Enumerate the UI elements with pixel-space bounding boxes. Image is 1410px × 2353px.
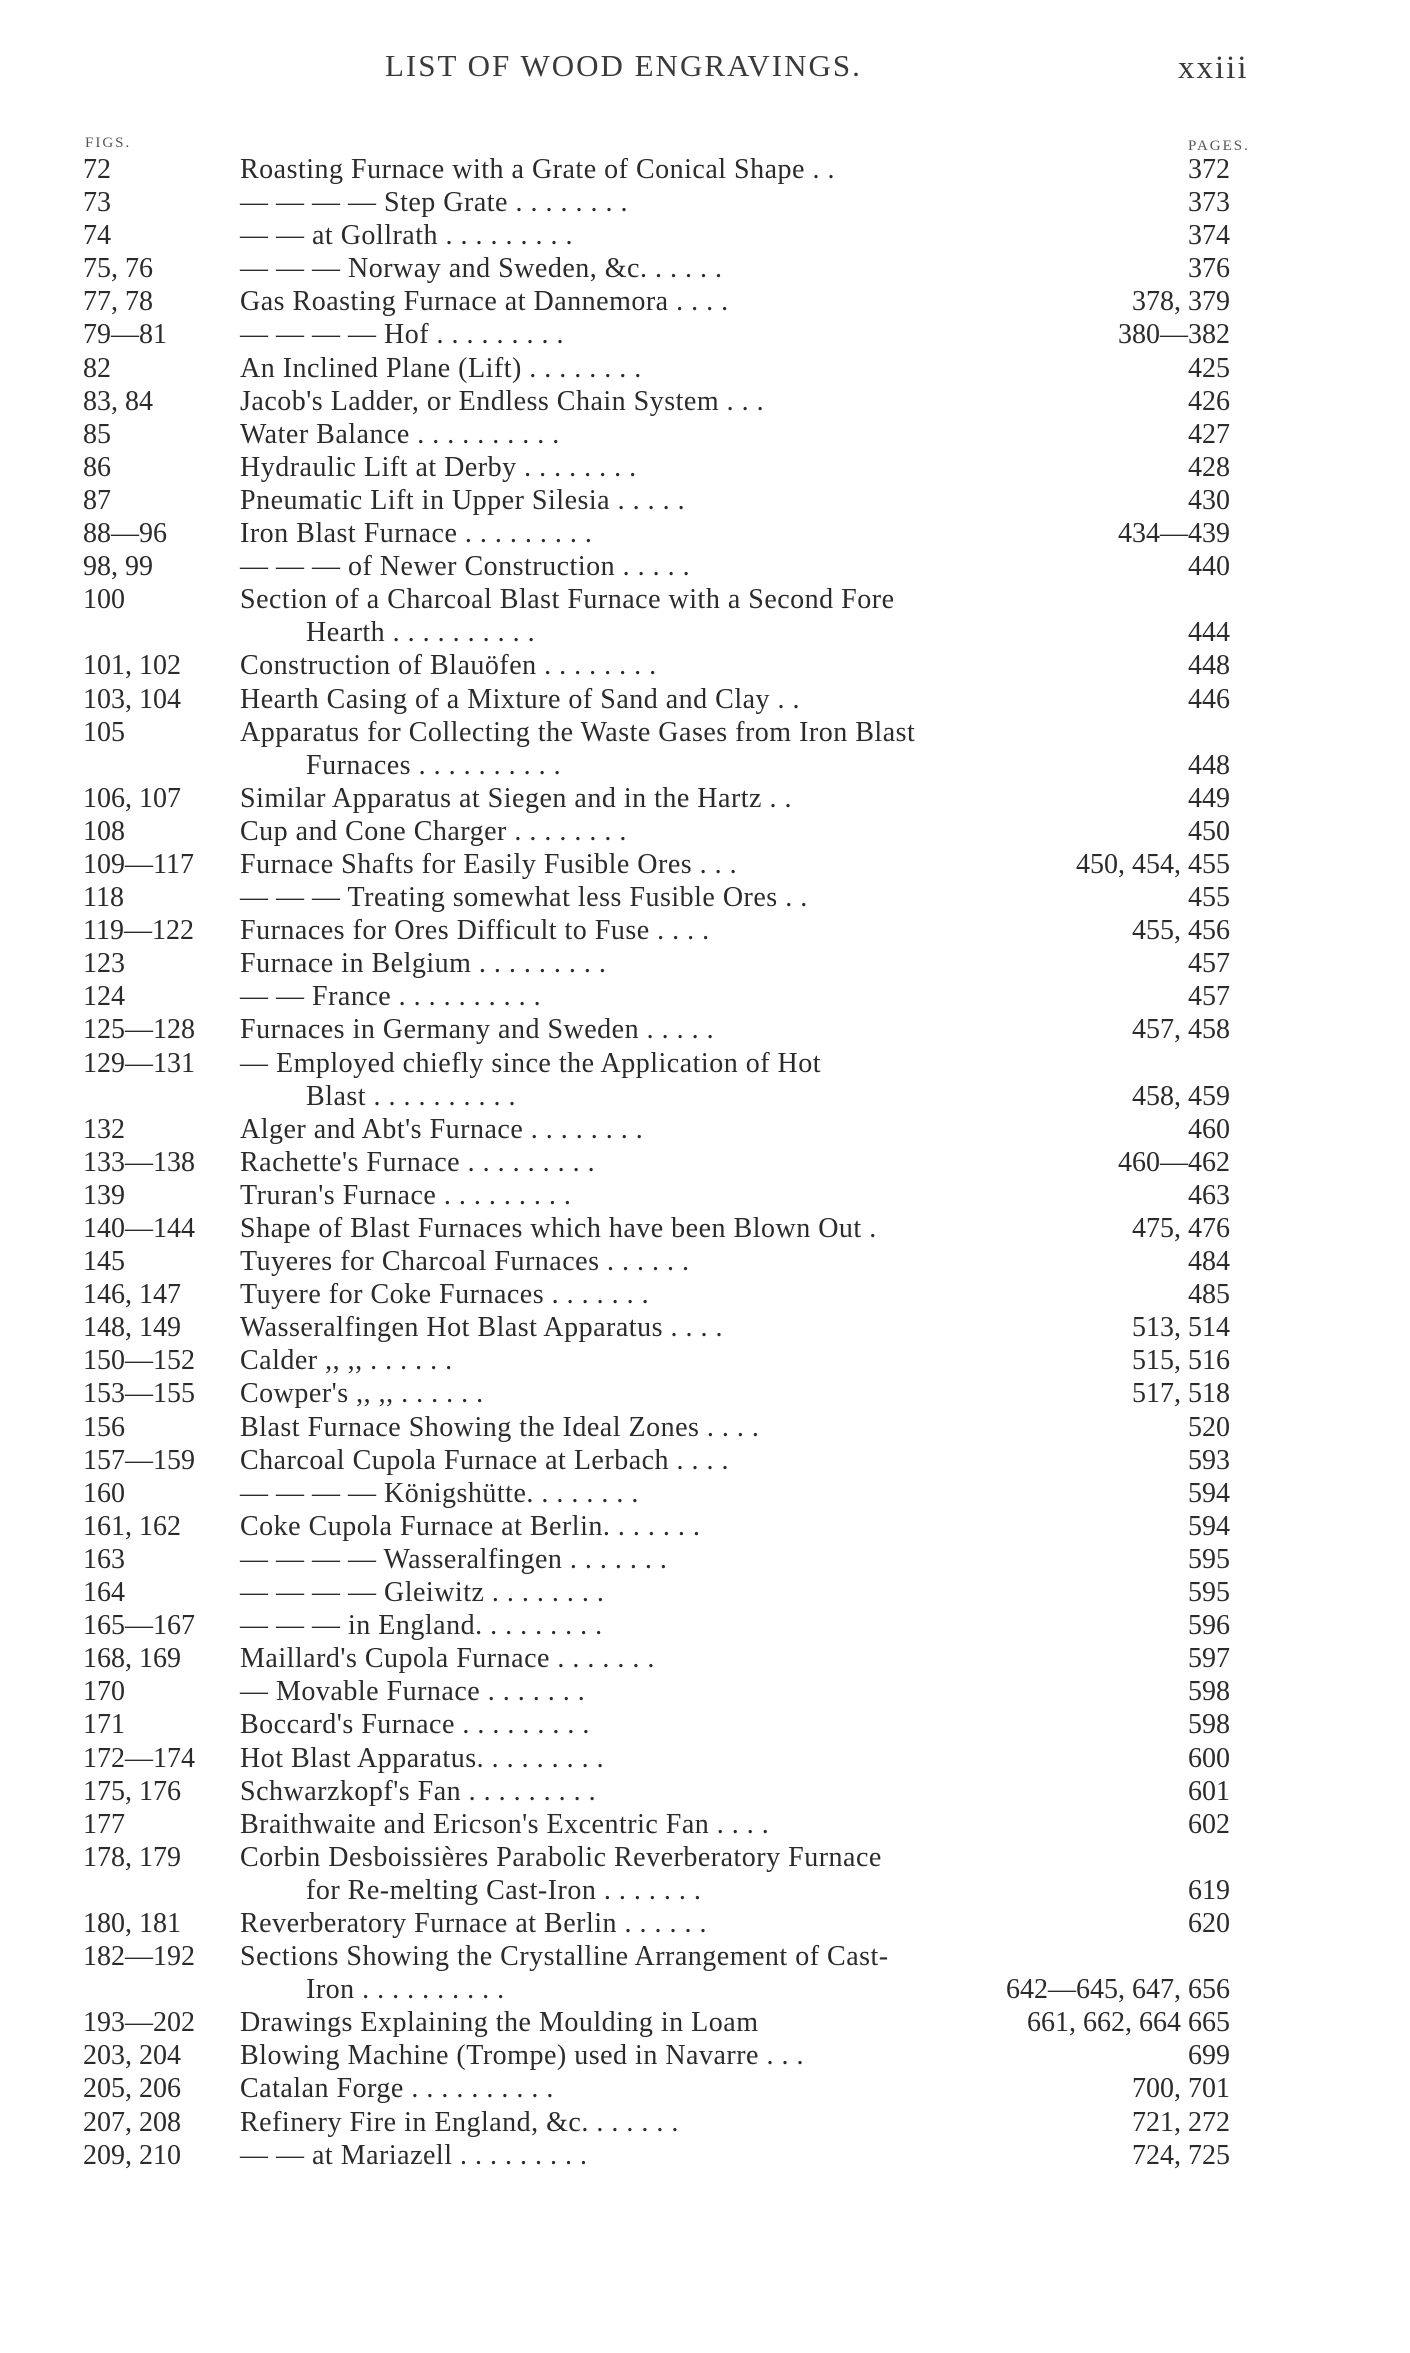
engraving-title: — — — — Hof . . . . . . . . . xyxy=(240,319,565,351)
engraving-title: Pneumatic Lift in Upper Silesia . . . . . xyxy=(240,484,686,516)
page-reference: 484 xyxy=(1188,1246,1230,1278)
engraving-title: — — — — Step Grate . . . . . . . . xyxy=(240,187,628,219)
figure-number: 73 xyxy=(83,187,111,219)
list-item xyxy=(0,1377,1410,1410)
engraving-title: Cup and Cone Charger . . . . . . . . xyxy=(240,815,627,847)
page-reference: 372 xyxy=(1188,154,1230,185)
figure-number: 87 xyxy=(83,484,111,516)
engraving-title: Coke Cupola Furnace at Berlin. . . . . . . xyxy=(240,1510,701,1542)
page-reference: 446 xyxy=(1188,683,1230,715)
engraving-title: Furnace Shafts for Easily Fusible Ores . . . xyxy=(240,848,738,880)
list-item xyxy=(0,1080,1410,1113)
figure-number: 161, 162 xyxy=(83,1510,181,1542)
engraving-title: for Re-melting Cast-Iron . . . . . . . xyxy=(306,1874,702,1906)
page-reference: 598 xyxy=(1188,1676,1230,1708)
page-reference: 449 xyxy=(1188,782,1230,814)
page-reference: 721, 272 xyxy=(1132,2106,1230,2138)
engraving-title: — Movable Furnace . . . . . . . xyxy=(240,1676,586,1708)
page-reference: 600 xyxy=(1188,1742,1230,1774)
engraving-title: Rachette's Furnace . . . . . . . . . xyxy=(240,1146,596,1178)
engraving-title: — — France . . . . . . . . . . xyxy=(240,981,542,1013)
list-item xyxy=(0,2139,1410,2172)
engraving-title: — — — in England. . . . . . . . . xyxy=(240,1610,603,1642)
figure-number: 79—81 xyxy=(83,319,167,351)
list-item xyxy=(0,1510,1410,1543)
page-reference: 661, 662, 664 665 xyxy=(1027,2007,1230,2039)
list-item xyxy=(0,517,1410,550)
engraving-title: — — — — Gleiwitz . . . . . . . . xyxy=(240,1577,605,1609)
page-reference: 642—645, 647, 656 xyxy=(1006,1974,1230,2006)
list-item xyxy=(0,484,1410,517)
page-reference: 448 xyxy=(1188,650,1230,682)
engraving-title: Catalan Forge . . . . . . . . . . xyxy=(240,2073,554,2105)
page-reference: 700, 701 xyxy=(1132,2073,1230,2105)
engraving-title: Hydraulic Lift at Derby . . . . . . . . xyxy=(240,451,637,483)
list-item xyxy=(0,683,1410,716)
page-reference: 427 xyxy=(1188,418,1230,450)
list-item xyxy=(0,616,1410,649)
page-reference: 517, 518 xyxy=(1132,1378,1230,1410)
engraving-title: Construction of Blauöfen . . . . . . . . xyxy=(240,650,657,682)
page-reference: 595 xyxy=(1188,1577,1230,1609)
engraving-title: Blowing Machine (Trompe) used in Navarre . . . xyxy=(240,2040,804,2072)
page-reference: 450 xyxy=(1188,815,1230,847)
page-reference: 425 xyxy=(1188,352,1230,384)
engraving-title: Furnaces for Ores Difficult to Fuse . . . . xyxy=(240,915,710,947)
list-item xyxy=(0,385,1410,418)
page-reference: 434—439 xyxy=(1118,518,1230,550)
figure-number: 101, 102 xyxy=(83,650,181,682)
list-item xyxy=(0,1675,1410,1708)
page-reference: 455, 456 xyxy=(1132,915,1230,947)
figure-number: 145 xyxy=(83,1246,125,1278)
list-item xyxy=(0,1013,1410,1046)
page-reference: 515, 516 xyxy=(1132,1345,1230,1377)
figure-number: 88—96 xyxy=(83,518,167,550)
list-item xyxy=(0,285,1410,318)
page-number: xxiii xyxy=(1178,50,1249,86)
list-item xyxy=(0,2072,1410,2105)
figure-number: 132 xyxy=(83,1113,125,1145)
list-item xyxy=(0,451,1410,484)
engraving-title: Schwarzkopf's Fan . . . . . . . . . xyxy=(240,1775,597,1807)
list-item xyxy=(0,815,1410,848)
figure-number: 157—159 xyxy=(83,1444,195,1476)
list-item xyxy=(0,1278,1410,1311)
figure-number: 83, 84 xyxy=(83,385,153,417)
engraving-title: Corbin Desboissières Parabolic Reverberatory Furnace xyxy=(240,1841,882,1873)
list-item xyxy=(0,1609,1410,1642)
page-reference: 485 xyxy=(1188,1279,1230,1311)
engraving-title: Water Balance . . . . . . . . . . xyxy=(240,418,560,450)
figure-number: 205, 206 xyxy=(83,2073,181,2105)
list-item xyxy=(0,550,1410,583)
engraving-title: Hearth Casing of a Mixture of Sand and Clay . . xyxy=(240,683,801,715)
list-item xyxy=(0,1477,1410,1510)
page-reference: 378, 379 xyxy=(1132,286,1230,318)
figure-number: 163 xyxy=(83,1543,125,1575)
list-item xyxy=(0,980,1410,1013)
engraving-title: Charcoal Cupola Furnace at Lerbach . . . . xyxy=(240,1444,730,1476)
page-reference: 460—462 xyxy=(1118,1146,1230,1178)
engraving-title: Section of a Charcoal Blast Furnace with a Second Fore xyxy=(240,584,895,616)
figure-number: 209, 210 xyxy=(83,2139,181,2171)
page-reference: 601 xyxy=(1188,1775,1230,1807)
figure-number: 160 xyxy=(83,1477,125,1509)
figure-number: 103, 104 xyxy=(83,683,181,715)
figure-number: 148, 149 xyxy=(83,1312,181,1344)
figure-number: 86 xyxy=(83,451,111,483)
list-item xyxy=(0,1808,1410,1841)
page-reference: 520 xyxy=(1188,1411,1230,1443)
figure-number: 170 xyxy=(83,1676,125,1708)
list-item xyxy=(0,1411,1410,1444)
figure-number: 177 xyxy=(83,1808,125,1840)
engraving-title: Hearth . . . . . . . . . . xyxy=(306,617,536,649)
figure-number: 140—144 xyxy=(83,1213,195,1244)
engraving-title: Furnace in Belgium . . . . . . . . . xyxy=(240,948,607,980)
page-reference: 602 xyxy=(1188,1808,1230,1840)
engravings-list xyxy=(0,153,1410,2172)
page-reference: 699 xyxy=(1188,2040,1230,2072)
page-reference: 724, 725 xyxy=(1132,2139,1230,2171)
page-reference: 373 xyxy=(1188,187,1230,219)
engraving-title: — — — — Königshütte. . . . . . . . xyxy=(240,1477,639,1509)
list-item xyxy=(0,583,1410,616)
figure-number: 105 xyxy=(83,716,125,748)
page-reference: 458, 459 xyxy=(1132,1080,1230,1112)
list-item xyxy=(0,881,1410,914)
list-item xyxy=(0,848,1410,881)
page-reference: 457 xyxy=(1188,981,1230,1013)
page-reference: 457, 458 xyxy=(1132,1014,1230,1046)
engraving-title: Furnaces in Germany and Sweden . . . . . xyxy=(240,1014,715,1046)
page-title: LIST OF WOOD ENGRAVINGS. xyxy=(385,48,862,83)
list-item xyxy=(0,1973,1410,2006)
figure-number: 74 xyxy=(83,220,111,252)
page-reference: 455 xyxy=(1188,882,1230,914)
page-reference: 513, 514 xyxy=(1132,1312,1230,1344)
page-reference: 428 xyxy=(1188,451,1230,483)
page-reference: 593 xyxy=(1188,1444,1230,1476)
list-item xyxy=(0,153,1410,186)
page-reference: 619 xyxy=(1188,1874,1230,1906)
engraving-title: — Employed chiefly since the Application of Hot xyxy=(240,1047,822,1079)
figure-number: 109—117 xyxy=(83,848,194,880)
engraving-title: Truran's Furnace . . . . . . . . . xyxy=(240,1179,572,1211)
engraving-title: An Inclined Plane (Lift) . . . . . . . . xyxy=(240,352,642,384)
list-item xyxy=(0,914,1410,947)
figure-number: 139 xyxy=(83,1179,125,1211)
figure-number: 125—128 xyxy=(83,1014,195,1046)
list-item xyxy=(0,1742,1410,1775)
figure-number: 82 xyxy=(83,352,111,384)
page-reference: 448 xyxy=(1188,749,1230,781)
list-item xyxy=(0,2106,1410,2139)
engraving-title: Drawings Explaining the Moulding in Loam xyxy=(240,2007,759,2039)
engraving-title: Maillard's Cupola Furnace . . . . . . . xyxy=(240,1643,655,1675)
engraving-title: Furnaces . . . . . . . . . . xyxy=(306,749,562,781)
list-item xyxy=(0,1212,1410,1245)
figure-number: 72 xyxy=(83,154,111,185)
page-reference: 594 xyxy=(1188,1510,1230,1542)
figure-number: 150—152 xyxy=(83,1345,195,1377)
engraving-title: Roasting Furnace with a Grate of Conical Shape . . xyxy=(240,154,835,185)
figure-number: 180, 181 xyxy=(83,1907,181,1939)
list-item xyxy=(0,186,1410,219)
engraving-title: — — at Gollrath . . . . . . . . . xyxy=(240,220,574,252)
figure-number: 168, 169 xyxy=(83,1643,181,1675)
list-item xyxy=(0,1179,1410,1212)
page-reference: 475, 476 xyxy=(1132,1213,1230,1244)
figure-number: 98, 99 xyxy=(83,551,153,583)
list-item xyxy=(0,1907,1410,1940)
page-reference: 450, 454, 455 xyxy=(1076,848,1230,880)
list-item xyxy=(0,649,1410,682)
list-item xyxy=(0,1543,1410,1576)
page-reference: 620 xyxy=(1188,1907,1230,1939)
page-reference: 380—382 xyxy=(1118,319,1230,351)
list-item xyxy=(0,352,1410,385)
list-item xyxy=(0,1344,1410,1377)
page-reference: 595 xyxy=(1188,1543,1230,1575)
figure-number: 146, 147 xyxy=(83,1279,181,1311)
engraving-title: Calder ,, ,, . . . . . . xyxy=(240,1345,453,1377)
page-reference: 430 xyxy=(1188,484,1230,516)
figure-number: 100 xyxy=(83,584,125,616)
engraving-title: — — — Treating somewhat less Fusible Ores . . xyxy=(240,882,808,914)
page-reference: 440 xyxy=(1188,551,1230,583)
engraving-title: Boccard's Furnace . . . . . . . . . xyxy=(240,1709,590,1741)
list-item xyxy=(0,252,1410,285)
figure-number: 165—167 xyxy=(83,1610,195,1642)
engraving-title: Hot Blast Apparatus. . . . . . . . . xyxy=(240,1742,605,1774)
figs-column-header: FIGS. xyxy=(85,135,132,151)
list-item xyxy=(0,418,1410,451)
list-item xyxy=(0,1642,1410,1675)
list-item xyxy=(0,318,1410,351)
engraving-title: Tuyeres for Charcoal Furnaces . . . . . . xyxy=(240,1246,690,1278)
figure-number: 193—202 xyxy=(83,2007,195,2039)
figure-number: 77, 78 xyxy=(83,286,153,318)
page-reference: 463 xyxy=(1188,1179,1230,1211)
list-item xyxy=(0,1311,1410,1344)
list-item xyxy=(0,1775,1410,1808)
engraving-title: Braithwaite and Ericson's Excentric Fan . . . . xyxy=(240,1808,770,1840)
list-item xyxy=(0,2006,1410,2039)
list-item xyxy=(0,1047,1410,1080)
figure-number: 124 xyxy=(83,981,125,1013)
figure-number: 182—192 xyxy=(83,1941,195,1973)
figure-number: 129—131 xyxy=(83,1047,195,1079)
list-item xyxy=(0,219,1410,252)
engraving-title: Alger and Abt's Furnace . . . . . . . . xyxy=(240,1113,644,1145)
list-item xyxy=(0,1444,1410,1477)
engraving-title: Blast . . . . . . . . . . xyxy=(306,1080,517,1112)
list-item xyxy=(0,716,1410,749)
page-reference: 457 xyxy=(1188,948,1230,980)
list-item xyxy=(0,1708,1410,1741)
page-reference: 598 xyxy=(1188,1709,1230,1741)
list-item xyxy=(0,1113,1410,1146)
engraving-title: Apparatus for Collecting the Waste Gases from Iron Blast xyxy=(240,716,916,748)
engraving-title: — — — Norway and Sweden, &c. . . . . . xyxy=(240,253,723,285)
engraving-title: Shape of Blast Furnaces which have been Blown Out . xyxy=(240,1213,877,1244)
figure-number: 153—155 xyxy=(83,1378,195,1410)
engraving-title: Gas Roasting Furnace at Dannemora . . . . xyxy=(240,286,729,318)
engraving-title: Jacob's Ladder, or Endless Chain System . . . xyxy=(240,385,765,417)
engraving-title: Reverberatory Furnace at Berlin . . . . . . xyxy=(240,1907,708,1939)
list-item xyxy=(0,1245,1410,1278)
engraving-title: Iron Blast Furnace . . . . . . . . . xyxy=(240,518,593,550)
page-reference: 444 xyxy=(1188,617,1230,649)
figure-number: 123 xyxy=(83,948,125,980)
list-item xyxy=(0,1874,1410,1907)
engraving-title: — — — — Wasseralfingen . . . . . . . xyxy=(240,1543,668,1575)
list-item xyxy=(0,1841,1410,1874)
engraving-title: Wasseralfingen Hot Blast Apparatus . . . . xyxy=(240,1312,723,1344)
engraving-title: Tuyere for Coke Furnaces . . . . . . . xyxy=(240,1279,650,1311)
list-item xyxy=(0,947,1410,980)
engraving-title: Iron . . . . . . . . . . xyxy=(306,1974,505,2006)
figure-number: 106, 107 xyxy=(83,782,181,814)
engraving-title: — — at Mariazell . . . . . . . . . xyxy=(240,2139,588,2171)
figure-number: 133—138 xyxy=(83,1146,195,1178)
figure-number: 75, 76 xyxy=(83,253,153,285)
figure-number: 164 xyxy=(83,1577,125,1609)
page-reference: 426 xyxy=(1188,385,1230,417)
pages-column-header: PAGES. xyxy=(1188,138,1250,154)
list-item xyxy=(0,1940,1410,1973)
figure-number: 175, 176 xyxy=(83,1775,181,1807)
list-item xyxy=(0,1146,1410,1179)
engraving-title: Cowper's ,, ,, . . . . . . xyxy=(240,1378,484,1410)
engraving-title: Blast Furnace Showing the Ideal Zones . . . . xyxy=(240,1411,760,1443)
figure-number: 85 xyxy=(83,418,111,450)
page-reference: 597 xyxy=(1188,1643,1230,1675)
engraving-title: — — — of Newer Construction . . . . . xyxy=(240,551,691,583)
list-item xyxy=(0,749,1410,782)
page-reference: 374 xyxy=(1188,220,1230,252)
figure-number: 207, 208 xyxy=(83,2106,181,2138)
page-reference: 376 xyxy=(1188,253,1230,285)
figure-number: 172—174 xyxy=(83,1742,195,1774)
list-item xyxy=(0,2039,1410,2072)
engraving-title: Refinery Fire in England, &c. . . . . . . xyxy=(240,2106,679,2138)
figure-number: 156 xyxy=(83,1411,125,1443)
page-reference: 460 xyxy=(1188,1113,1230,1145)
list-item xyxy=(0,1576,1410,1609)
figure-number: 118 xyxy=(83,882,124,914)
list-item xyxy=(0,782,1410,815)
figure-number: 171 xyxy=(83,1709,125,1741)
engraving-title: Sections Showing the Crystalline Arrangement of Cast- xyxy=(240,1941,889,1973)
figure-number: 108 xyxy=(83,815,125,847)
figure-number: 203, 204 xyxy=(83,2040,181,2072)
page-reference: 594 xyxy=(1188,1477,1230,1509)
page-reference: 596 xyxy=(1188,1610,1230,1642)
figure-number: 178, 179 xyxy=(83,1841,181,1873)
engraving-title: Similar Apparatus at Siegen and in the Hartz . . xyxy=(240,782,792,814)
figure-number: 119—122 xyxy=(83,915,194,947)
